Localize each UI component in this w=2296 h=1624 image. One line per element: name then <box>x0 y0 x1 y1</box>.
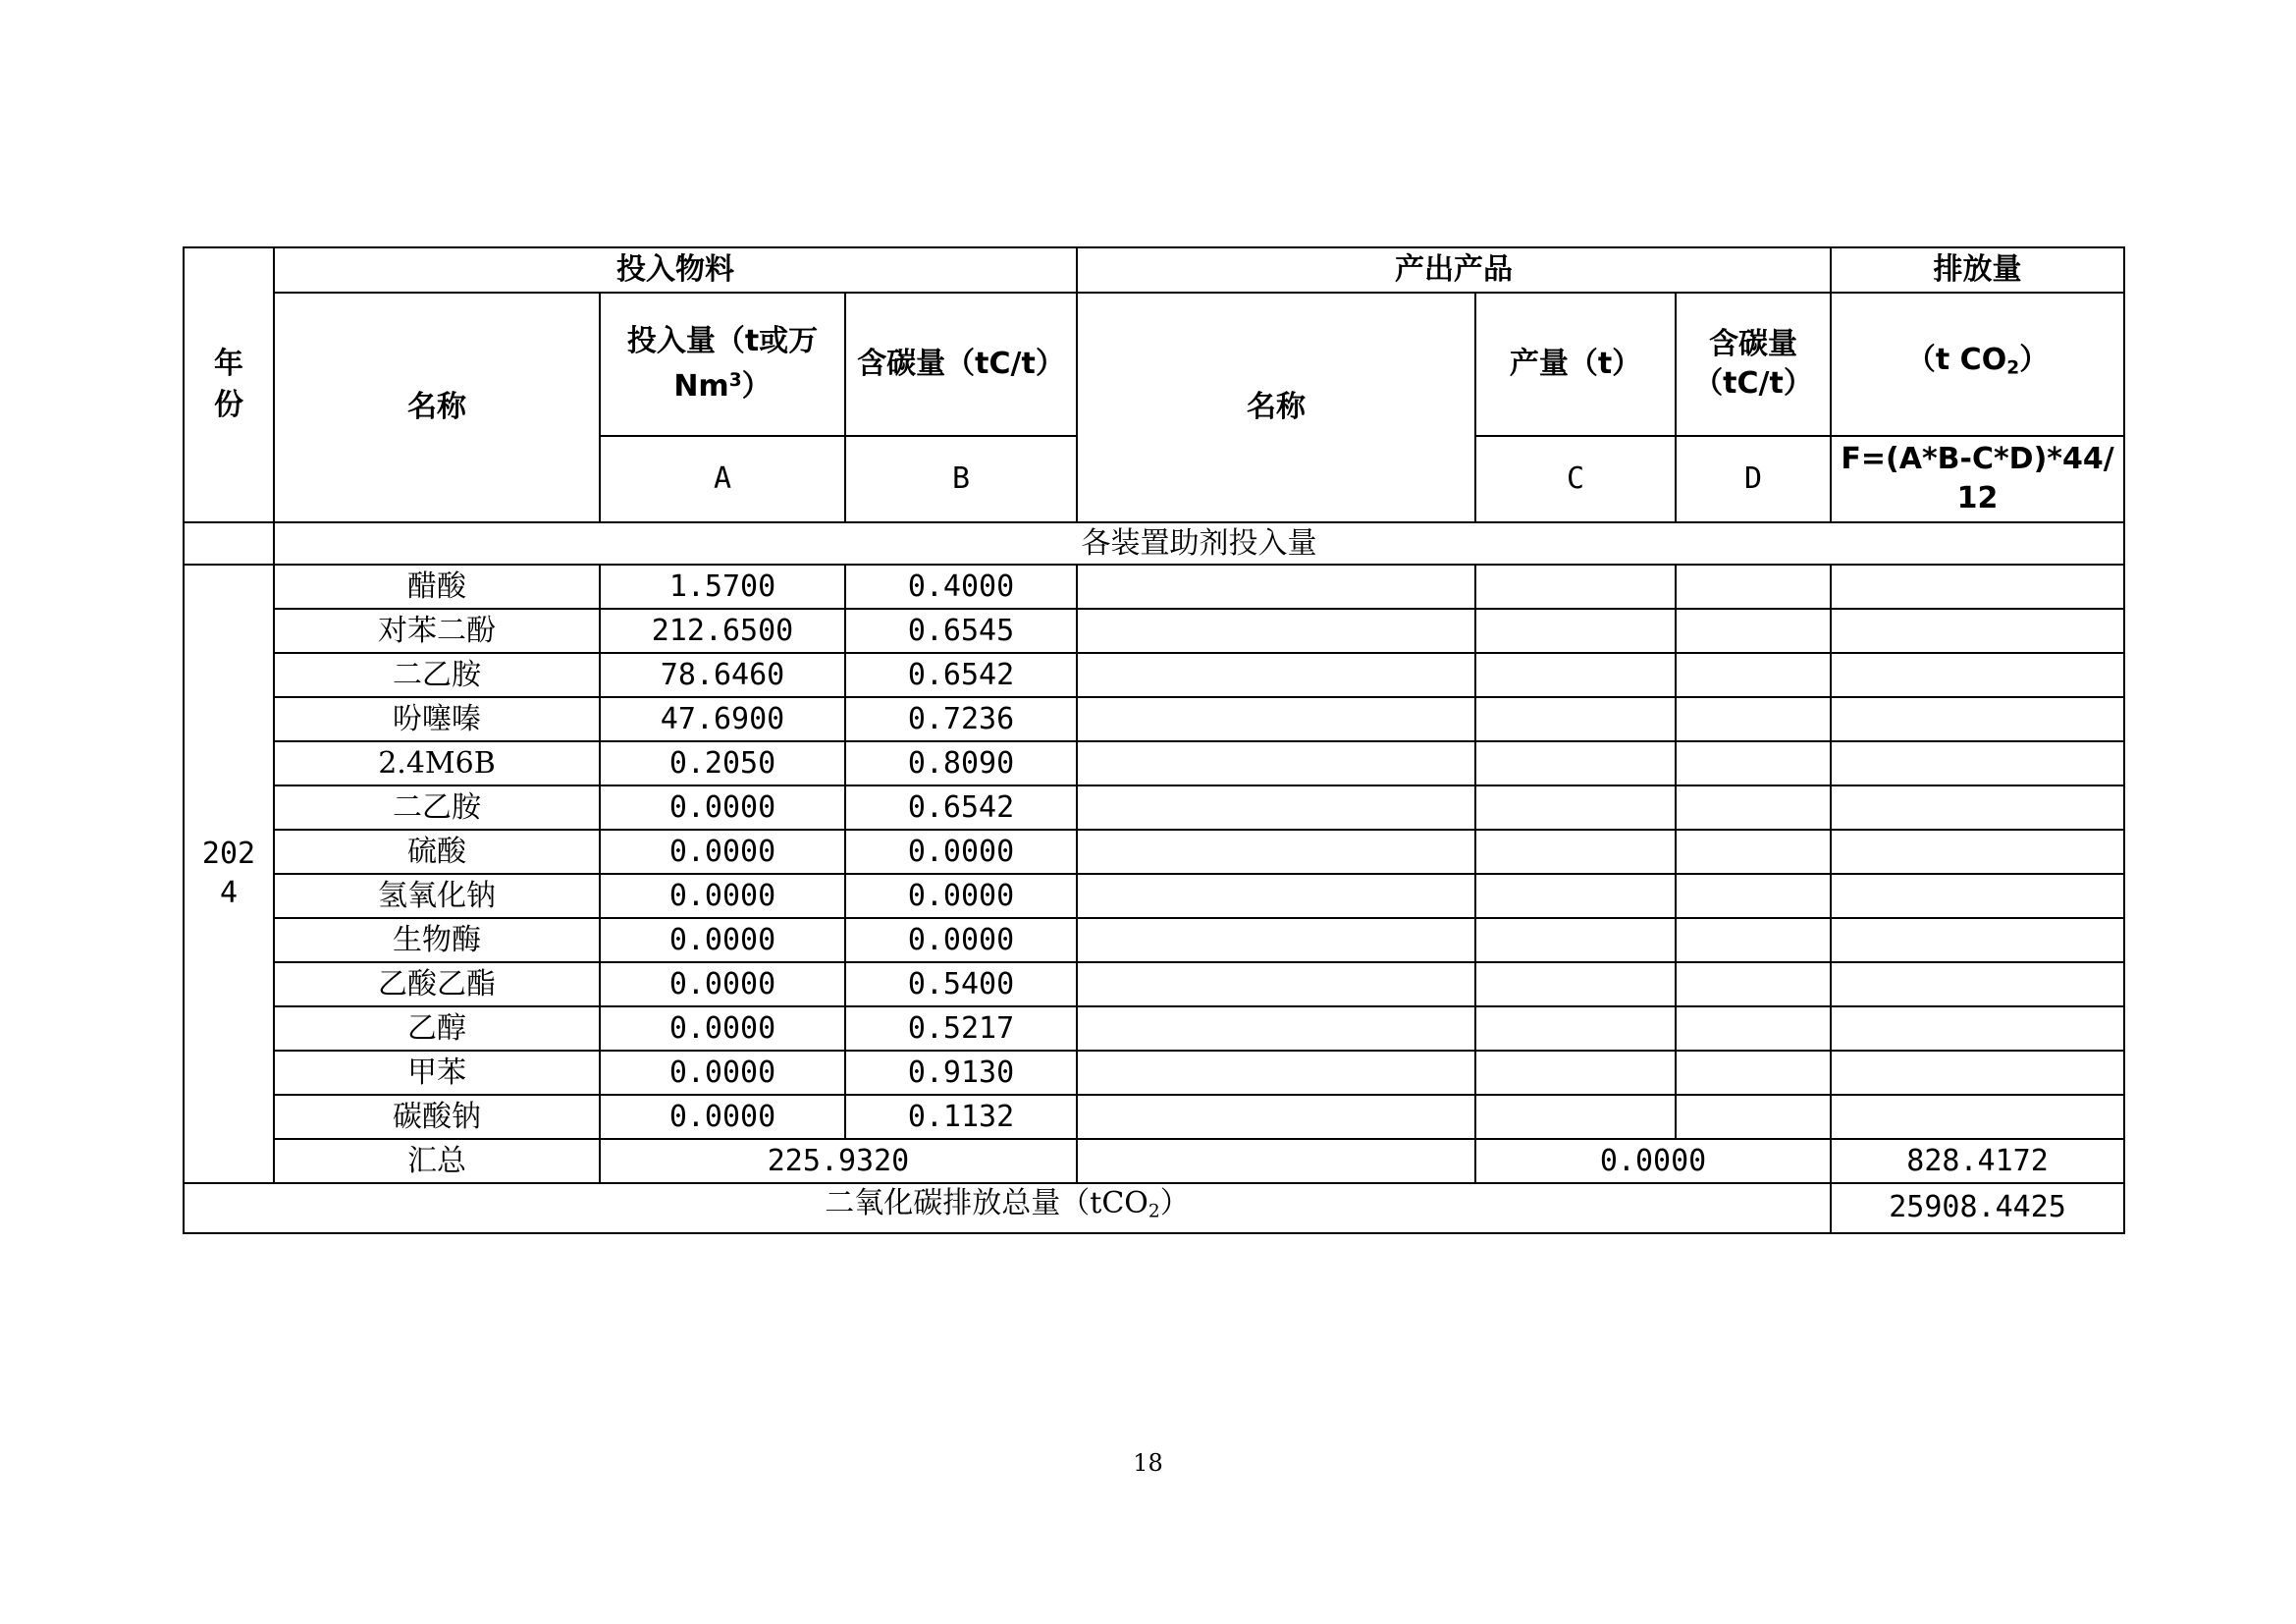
output-qty-cell <box>1475 1006 1676 1051</box>
carbon-content-value: 0.0000 <box>845 918 1077 962</box>
output-name-cell <box>1077 962 1475 1006</box>
emission-cell <box>1831 1051 2124 1095</box>
output-name-cell <box>1077 741 1475 785</box>
table-row <box>184 874 2124 918</box>
total-value: 25908.4425 <box>1831 1183 2124 1233</box>
output-carbon-cell <box>1676 962 1831 1006</box>
material-name: 2.4M6B <box>274 741 600 785</box>
output-carbon-cell <box>1676 741 1831 785</box>
output-carbon-cell <box>1676 565 1831 609</box>
emission-cell <box>1831 918 2124 962</box>
carbon-content-value: 0.7236 <box>845 697 1077 741</box>
output-qty-cell <box>1475 830 1676 874</box>
table-row <box>184 1095 2124 1139</box>
material-name: 甲苯 <box>274 1051 600 1095</box>
material-name: 对苯二酚 <box>274 609 600 653</box>
carbon-content-value: 0.0000 <box>845 830 1077 874</box>
emission-cell <box>1831 1095 2124 1139</box>
input-qty-value: 0.0000 <box>600 874 845 918</box>
header-row-1 <box>184 247 2124 293</box>
output-name-cell <box>1077 609 1475 653</box>
material-name: 氢氧化钠 <box>274 874 600 918</box>
carbon-content-d-header: 含碳量（tC/t） <box>1676 293 1831 436</box>
table-row <box>184 653 2124 697</box>
output-carbon-cell <box>1676 874 1831 918</box>
output-total: 0.0000 <box>1475 1139 1831 1183</box>
input-qty-header: 投入量（t或万Nm$^3$） <box>600 293 845 436</box>
carbon-content-value: 0.5217 <box>845 1006 1077 1051</box>
total-label-text: 二氧化碳排放总量（tCO <box>825 1186 1148 1220</box>
input-total: 225.9320 <box>600 1139 1077 1183</box>
col-a-label: A <box>600 436 845 522</box>
carbon-content-value: 0.9130 <box>845 1051 1077 1095</box>
table-row <box>184 830 2124 874</box>
emissions-table <box>183 246 2125 1234</box>
output-name-cell <box>1077 565 1475 609</box>
output-carbon-cell <box>1676 1006 1831 1051</box>
carbon-content-value: 0.6545 <box>845 609 1077 653</box>
input-qty-value: 1.5700 <box>600 565 845 609</box>
carbon-content-b-header: 含碳量（tC/t） <box>845 293 1077 436</box>
output-name-cell <box>1077 874 1475 918</box>
output-name-cell <box>1077 653 1475 697</box>
material-name: 醋酸 <box>274 565 600 609</box>
output-name-cell <box>1077 785 1475 830</box>
input-qty-value: 0.0000 <box>600 1006 845 1051</box>
input-qty-value: 0.0000 <box>600 1051 845 1095</box>
emission-cell <box>1831 785 2124 830</box>
output-carbon-cell <box>1676 1095 1831 1139</box>
output-carbon-cell <box>1676 609 1831 653</box>
section-row <box>184 522 2124 565</box>
input-qty-value: 47.6900 <box>600 697 845 741</box>
output-carbon-cell <box>1676 1051 1831 1095</box>
input-qty-value: 212.6500 <box>600 609 845 653</box>
output-carbon-cell <box>1676 697 1831 741</box>
output-name-cell <box>1077 1051 1475 1095</box>
table-row <box>184 1006 2124 1051</box>
table-row <box>184 697 2124 741</box>
output-qty-cell <box>1475 785 1676 830</box>
emission-cell <box>1831 874 2124 918</box>
summary-output-name-cell <box>1077 1139 1475 1183</box>
input-qty-value: 0.0000 <box>600 962 845 1006</box>
table-row <box>184 962 2124 1006</box>
carbon-content-value: 0.8090 <box>845 741 1077 785</box>
page-number: 18 <box>1133 1449 1163 1477</box>
output-name-header: 名称 <box>1077 293 1475 522</box>
output-carbon-cell <box>1676 830 1831 874</box>
table-row <box>184 741 2124 785</box>
year-header: 年份 <box>184 247 274 522</box>
emission-cell <box>1831 565 2124 609</box>
input-qty-value: 78.6460 <box>600 653 845 697</box>
output-qty-cell <box>1475 741 1676 785</box>
year-cell <box>184 565 274 1183</box>
carbon-content-value: 0.6542 <box>845 653 1077 697</box>
input-qty-value: 0.0000 <box>600 1095 845 1139</box>
summary-label: 汇总 <box>274 1139 600 1183</box>
output-name-cell <box>1077 830 1475 874</box>
table-row <box>184 609 2124 653</box>
emission-cell <box>1831 741 2124 785</box>
emission-unit-header: （t $CO_2$） <box>1831 293 2124 436</box>
total-row <box>184 1183 2124 1233</box>
year-value: 2024 <box>201 837 256 910</box>
header-row-2 <box>184 293 2124 436</box>
input-materials-header: 投入物料 <box>274 247 1077 293</box>
material-name: 生物酶 <box>274 918 600 962</box>
output-name-cell <box>1077 1006 1475 1051</box>
carbon-content-value: 0.0000 <box>845 874 1077 918</box>
output-qty-cell <box>1475 962 1676 1006</box>
emission-cell <box>1831 609 2124 653</box>
table-row <box>184 785 2124 830</box>
output-qty-cell <box>1475 874 1676 918</box>
output-qty-header: 产量（t） <box>1475 293 1676 436</box>
emission-cell <box>1831 830 2124 874</box>
emission-cell <box>1831 1006 2124 1051</box>
emission-cell <box>1831 653 2124 697</box>
output-qty-cell <box>1475 697 1676 741</box>
output-qty-cell <box>1475 565 1676 609</box>
total-label-end: ） <box>1159 1186 1190 1220</box>
material-name: 二乙胺 <box>274 785 600 830</box>
material-name: 乙醇 <box>274 1006 600 1051</box>
material-name: 乙酸乙酯 <box>274 962 600 1006</box>
col-b-label: B <box>845 436 1077 522</box>
summary-row <box>184 1139 2124 1183</box>
col-c-label: C <box>1475 436 1676 522</box>
total-label-subscript: 2 <box>1148 1201 1160 1222</box>
input-name-header: 名称 <box>274 293 600 522</box>
emissions-header: 排放量 <box>1831 247 2124 293</box>
carbon-content-value: 0.6542 <box>845 785 1077 830</box>
input-qty-value: 0.0000 <box>600 785 845 830</box>
emission-cell <box>1831 962 2124 1006</box>
material-name: 硫酸 <box>274 830 600 874</box>
input-qty-value: 0.2050 <box>600 741 845 785</box>
input-qty-value: 0.0000 <box>600 830 845 874</box>
carbon-content-value: 0.1132 <box>845 1095 1077 1139</box>
table-row <box>184 1051 2124 1095</box>
output-qty-cell <box>1475 918 1676 962</box>
summary-emission: 828.4172 <box>1831 1139 2124 1183</box>
output-name-cell <box>1077 1095 1475 1139</box>
output-qty-cell <box>1475 653 1676 697</box>
output-name-cell <box>1077 697 1475 741</box>
input-qty-value: 0.0000 <box>600 918 845 962</box>
output-carbon-cell <box>1676 785 1831 830</box>
section-spacer <box>184 522 274 565</box>
output-qty-cell <box>1475 609 1676 653</box>
material-name: 二乙胺 <box>274 653 600 697</box>
total-label <box>184 1183 1831 1233</box>
table-row <box>184 918 2124 962</box>
output-products-header: 产出产品 <box>1077 247 1831 293</box>
section-title: 各装置助剂投入量 <box>274 522 2124 565</box>
material-name: 碳酸钠 <box>274 1095 600 1139</box>
output-name-cell <box>1077 918 1475 962</box>
emission-cell <box>1831 697 2124 741</box>
formula-label: F=(A*B-C*D)*44/12 <box>1831 436 2124 522</box>
output-carbon-cell <box>1676 918 1831 962</box>
col-d-label: D <box>1676 436 1831 522</box>
output-qty-cell <box>1475 1051 1676 1095</box>
output-qty-cell <box>1475 1095 1676 1139</box>
carbon-content-value: 0.4000 <box>845 565 1077 609</box>
output-carbon-cell <box>1676 653 1831 697</box>
carbon-content-value: 0.5400 <box>845 962 1077 1006</box>
table-row <box>184 565 2124 609</box>
material-name: 吩噻嗪 <box>274 697 600 741</box>
